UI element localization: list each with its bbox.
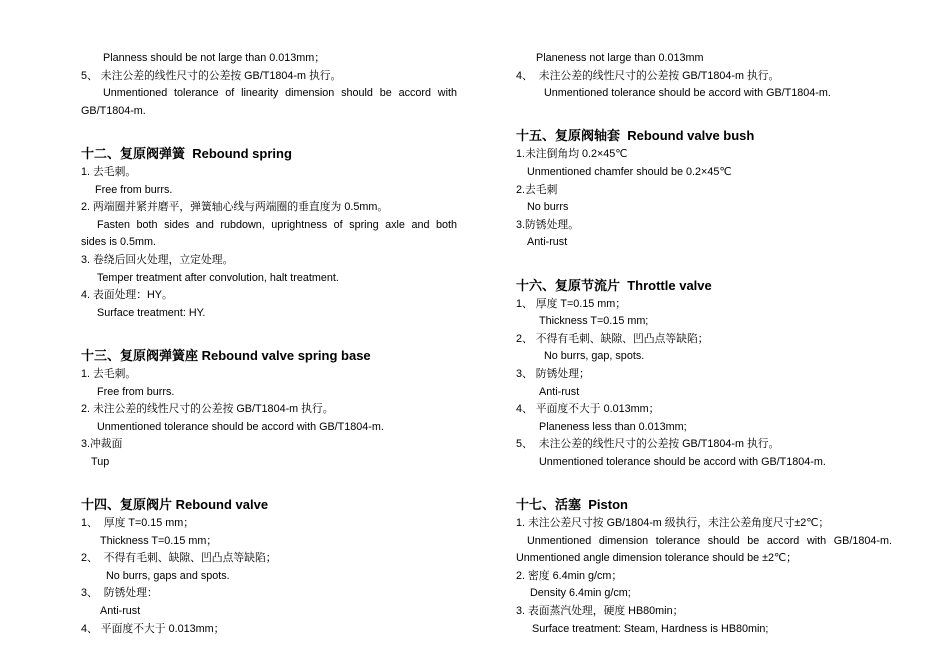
text-line: Unmentioned tolerance should be accord with GB/T1804-m. [97, 420, 384, 433]
section-13-body [81, 366, 457, 472]
text-line: 1.未注倒角均 0.2×45℃ [516, 148, 628, 161]
text-line: Planeness not large than 0.013mm [536, 52, 704, 64]
right-column [516, 50, 892, 638]
section-15-title: 十五、复原阀轴套 Rebound valve bush [516, 128, 755, 144]
text-line: Planness should be not large than 0.013mm； [103, 52, 326, 64]
text-line: 3、 防锈处理； [516, 367, 590, 380]
text-line: 3. 卷绕后回火处理，立定处理。 [81, 253, 234, 266]
section-17-body [516, 515, 892, 638]
right-top-block [516, 50, 892, 103]
text-line: 3、 防锈处理： [81, 587, 158, 600]
text-line: Unmentioned chamfer should be 0.2×45℃ [527, 165, 732, 178]
text-line: 2.去毛刺 [516, 183, 558, 196]
section-14-title: 十四、复原阀片 Rebound valve [81, 497, 269, 513]
text-line: 3.冲裁面 [81, 438, 123, 451]
text-line: Anti-rust [539, 385, 580, 398]
text-line: 2. 未注公差的线性尺寸的公差按 GB/T1804-m 执行。 [81, 403, 334, 416]
section-17-title: 十七、活塞 Piston [516, 497, 628, 513]
text-line: 2. 密度 6.4min g/cm； [516, 569, 623, 582]
text-line: Anti-rust [100, 605, 141, 618]
text-line: 3.防锈处理。 [516, 218, 579, 231]
text-line: Temper treatment after convolution, halt treatment. [97, 271, 339, 284]
text-line: No burrs, gaps and spots. [106, 569, 230, 582]
text-line: 5、 未注公差的线性尺寸的公差按 GB/T1804-m 执行。 [516, 438, 780, 451]
section-14-body [81, 515, 457, 638]
text-line: 2、 不得有毛刺、缺隙、凹凸点等缺陷； [516, 332, 709, 345]
text-line: 2. 两端圈并紧并磨平，弹簧轴心线与两端圈的垂直度为 0.5mm。 [81, 201, 389, 214]
text-line: 5、 未注公差的线性尺寸的公差按 GB/T1804-m 执行。 [81, 69, 342, 82]
section-12-title: 十二、复原阀弹簧 Rebound spring [81, 145, 292, 161]
text-line: Unmentioned tolerance should be accord with GB/T1804-m. [544, 87, 831, 100]
text-line: 2、 不得有毛刺、缺隙、凹凸点等缺陷； [81, 552, 277, 565]
text-line: Tup [91, 455, 110, 468]
text-line: 1、 厚度 T=0.15 mm； [516, 297, 627, 310]
section-15-body [516, 146, 892, 252]
text-line: Unmentioned tolerance should be accord with GB/T1804-m. [539, 455, 826, 468]
text-line: 1、 厚度 T=0.15 mm； [81, 517, 195, 530]
text-line: 1. 未注公差尺寸按 GB/1804-m 级执行，未注公差角度尺寸±2℃； [516, 517, 830, 530]
text-line: No burrs [527, 201, 569, 214]
text-line: 3. 表面蒸汽处理，硬度 HB80min； [516, 605, 684, 618]
text-line: sides is 0.5mm. [81, 236, 156, 249]
text-line: GB/T1804-m. [81, 104, 146, 117]
text-line: Surface treatment: Steam, Hardness is HB80min; [532, 622, 769, 635]
text-line: Fasten both sides and rubdown, uprightness of spring axle and both [97, 218, 457, 231]
text-line: Surface treatment: HY. [97, 306, 206, 319]
text-line: No burrs, gap, spots. [544, 350, 645, 363]
text-line: Free from burrs. [95, 183, 173, 196]
text-line: Unmentioned angle dimension tolerance should be ±2℃； [516, 552, 797, 565]
text-line: 4、 平面度不大于 0.013mm； [81, 622, 225, 635]
text-line: Thickness T=0.15 mm; [539, 315, 649, 328]
section-13-title: 十三、复原阀弹簧座 Rebound valve spring base [81, 347, 371, 363]
section-12-body [81, 164, 457, 322]
text-line: Unmentioned dimension tolerance should be accord with GB/1804-m. [527, 534, 892, 547]
text-line: Density 6.4min g/cm; [530, 587, 631, 600]
text-line: 1. 去毛刺。 [81, 165, 137, 178]
text-line: Planeness less than 0.013mm; [539, 420, 687, 433]
section-16-body [516, 296, 892, 472]
text-line: 4、 未注公差的线性尺寸的公差按 GB/T1804-m 执行。 [516, 69, 780, 82]
text-line: 4、 平面度不大于 0.013mm； [516, 403, 660, 416]
left-column [81, 50, 457, 638]
text-line: Unmentioned tolerance of linearity dimension should be accord with [103, 87, 457, 100]
text-line: 4. 表面处理：HY。 [81, 289, 173, 302]
section-16-title: 十六、复原节流片 Throttle valve [516, 277, 712, 293]
text-line: Anti-rust [527, 236, 568, 249]
text-line: Thickness T=0.15 mm； [100, 534, 218, 547]
text-line: 1. 去毛刺。 [81, 367, 137, 380]
text-line: Free from burrs. [97, 385, 175, 398]
left-top-block [81, 50, 457, 120]
